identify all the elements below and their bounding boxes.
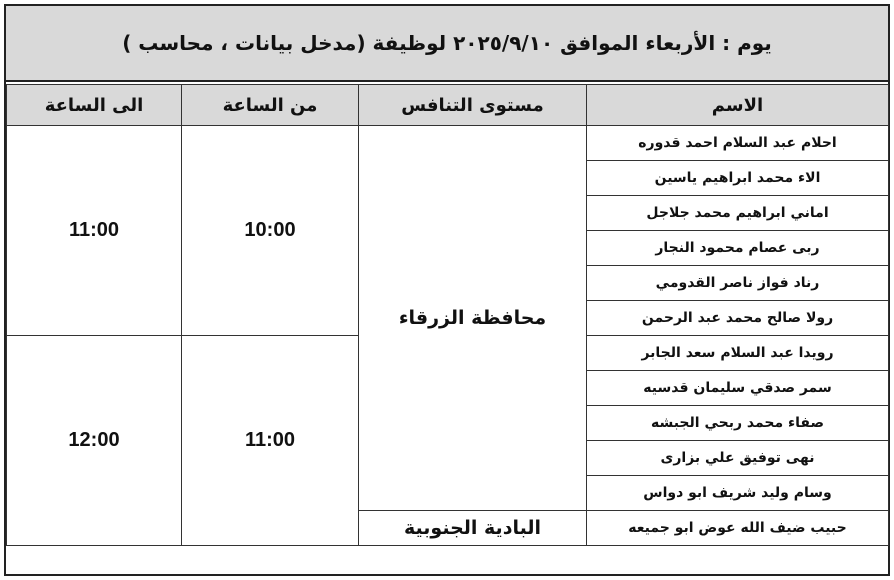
name-cell: احلام عبد السلام احمد قدوره bbox=[587, 126, 889, 161]
name-cell: ربى عصام محمود النجار bbox=[587, 231, 889, 266]
to-cell-slot2: 12:00 bbox=[7, 336, 182, 546]
name-cell: الاء محمد ابراهيم ياسين bbox=[587, 161, 889, 196]
from-cell-slot2: 11:00 bbox=[182, 336, 359, 546]
name-cell: نهى توفيق علي بزارى bbox=[587, 441, 889, 476]
page-title: يوم : الأربعاء الموافق ٢٠٢٥/٩/١٠ لوظيفة (مدخل بيانات ، محاسب ) bbox=[6, 6, 888, 82]
name-cell: حبيب ضيف الله عوض ابو جميعه bbox=[587, 511, 889, 546]
name-cell: وسام وليد شريف ابو دواس bbox=[587, 476, 889, 511]
name-cell: رولا صالح محمد عبد الرحمن bbox=[587, 301, 889, 336]
table-row bbox=[7, 126, 889, 161]
from-cell-slot1: 10:00 bbox=[182, 126, 359, 336]
schedule-table bbox=[6, 84, 889, 546]
header-from: من الساعة bbox=[182, 85, 359, 126]
level-cell-zarqa: محافظة الزرقاء bbox=[359, 126, 587, 511]
header-level: مستوى التنافس bbox=[359, 85, 587, 126]
name-cell: رويدا عبد السلام سعد الجابر bbox=[587, 336, 889, 371]
header-name: الاسم bbox=[587, 85, 889, 126]
name-cell: سمر صدقي سليمان قدسيه bbox=[587, 371, 889, 406]
header-row bbox=[7, 85, 889, 126]
name-cell: رناد فواز ناصر القدومي bbox=[587, 266, 889, 301]
level-cell-south-badia: البادية الجنوبية bbox=[359, 511, 587, 546]
to-cell-slot1: 11:00 bbox=[7, 126, 182, 336]
name-cell: صفاء محمد ربحي الجبشه bbox=[587, 406, 889, 441]
header-to: الى الساعة bbox=[7, 85, 182, 126]
name-cell: اماني ابراهيم محمد جلاجل bbox=[587, 196, 889, 231]
